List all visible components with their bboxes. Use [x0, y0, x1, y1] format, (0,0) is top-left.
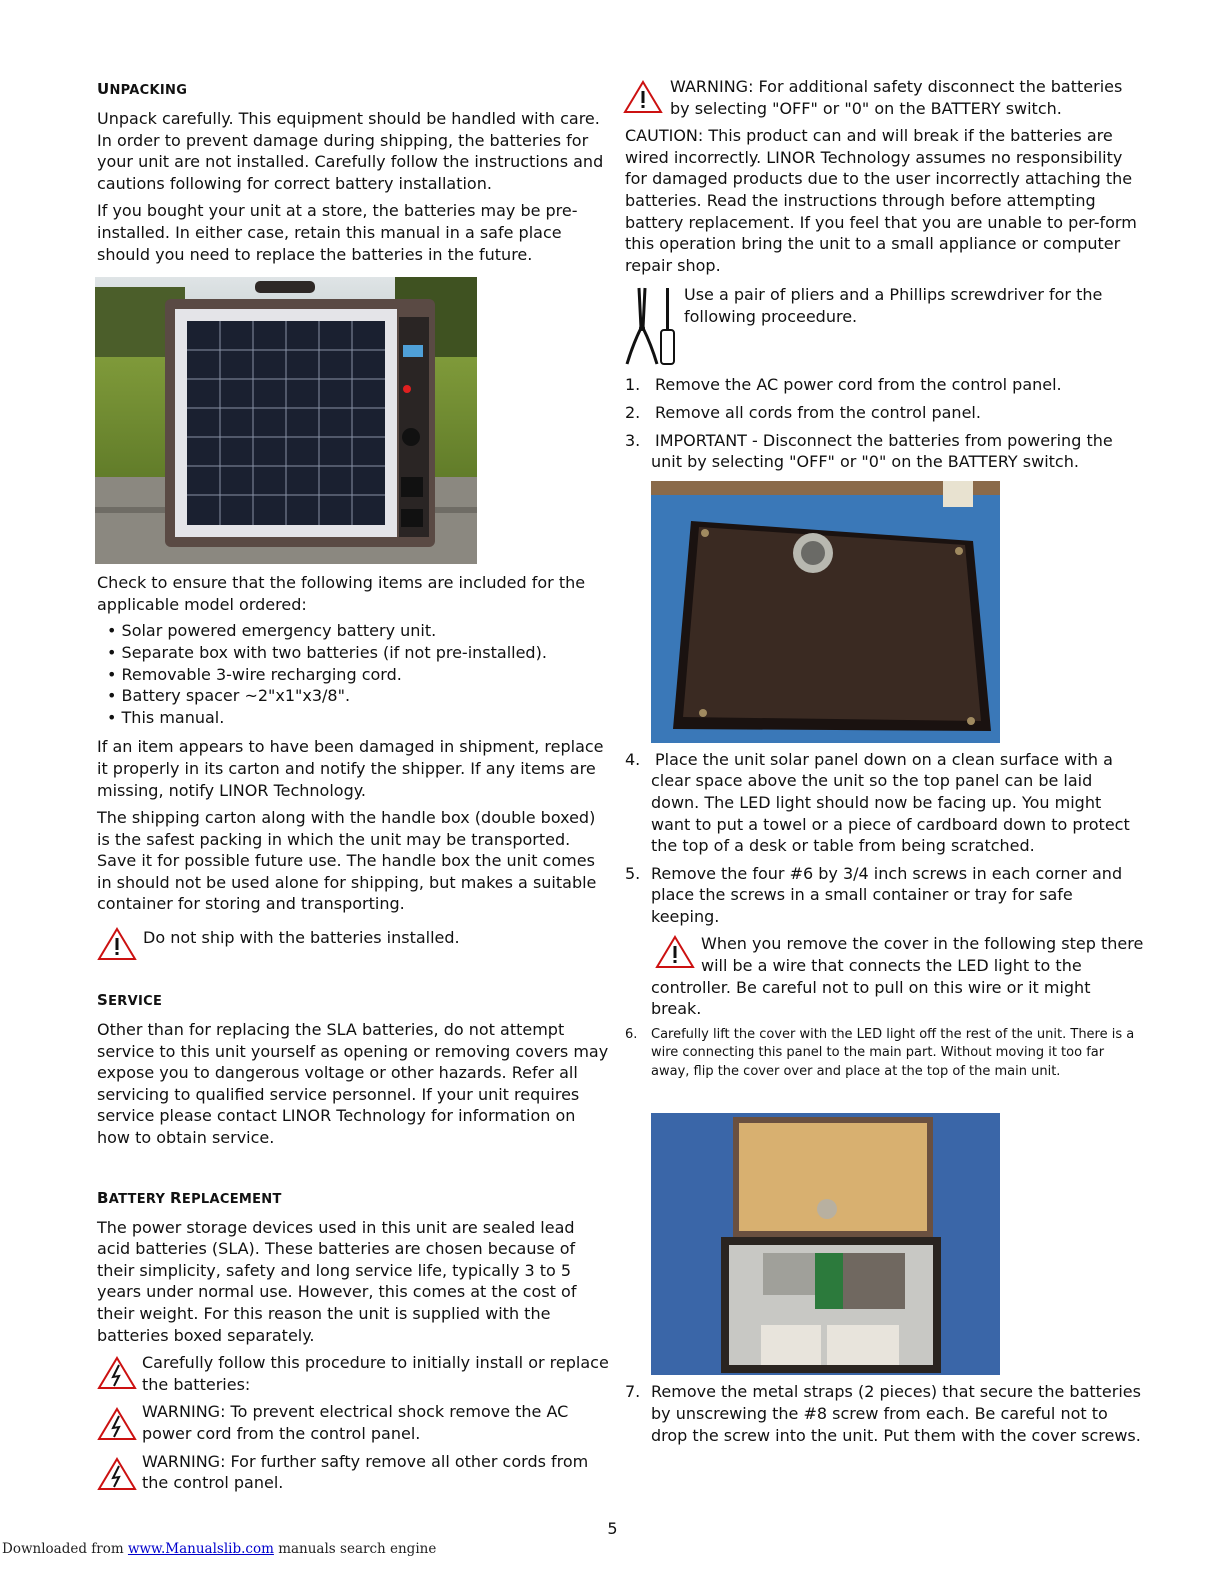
- electrical-hazard-icon: [97, 1407, 137, 1441]
- list-item: • Removable 3-wire recharging cord.: [107, 664, 612, 686]
- no-ship-warning: [97, 927, 612, 961]
- battery-replacement-heading: BATTERY REPLACEMENT: [97, 1188, 282, 1207]
- check-intro: Check to ensure that the following items are included for the applicable model ordered:: [97, 573, 586, 614]
- tools-note: [625, 284, 1145, 368]
- shock-warning: [97, 1401, 612, 1444]
- manualslib-link[interactable]: www.Manualslib.com: [127, 1541, 274, 1557]
- wire-warning-text: When you remove the cover in the following step there will be a wire that connects the LED light to the controller. Be careful not to pull on this wire or it might break.: [651, 934, 1144, 1019]
- step-4: 4. Place the unit solar panel down on a clean surface with a clear space above the unit so the top panel can be laid down. The LED light should now be facing up. You might want to put a towel or a piece of cardboard down to protect the top of a desk or table from being scratched.: [625, 749, 1130, 856]
- cords-warning-text: WARNING: For further safty remove all other cords from the control panel.: [142, 1451, 589, 1493]
- warning-triangle-icon: [623, 80, 663, 114]
- list-item: • Separate box with two batteries (if not pre-installed).: [107, 642, 612, 664]
- step-6: 6. Carefully lift the cover with the LED light off the rest of the unit. There is a wire connecting this panel to the main part. Without moving it too far away, flip the cover over and place at the top of the main unit.: [625, 1026, 1145, 1376]
- step-3: 3. IMPORTANT - Disconnect the batteries from powering the unit by selecting "OFF" or "0" on the BATTERY switch.: [625, 430, 1145, 743]
- unpacking-heading: UNPACKING: [97, 80, 188, 98]
- list-item: • This manual.: [107, 707, 612, 729]
- service-paragraph: Other than for replacing the SLA batteries, do not attempt service to this unit yourself as opening or removing covers may expose you to dangerous voltage or other hazards. Refer all servicing to qualified service personnel. If your unit requires service please contact LINOR Technology for information on how to obtain service.: [97, 1020, 609, 1148]
- no-ship-warning-text: Do not ship with the batteries installed.: [143, 928, 460, 948]
- shock-warning-text: WARNING: To prevent electrical shock remove the AC power cord from the control panel.: [142, 1402, 569, 1443]
- wire-warning: [651, 933, 1145, 1019]
- list-item: • Solar powered emergency battery unit.: [107, 620, 612, 642]
- unpacking-paragraph-2: If you bought your unit at a store, the batteries may be pre-installed. In either case, retain this manual in a safe place should you need to replace the batteries in the future.: [97, 201, 578, 264]
- list-item: • Battery spacer ~2"x1"x3/8".: [107, 685, 612, 707]
- solar-unit-photo: [95, 277, 477, 564]
- step-5: 5. Remove the four #6 by 3/4 inch screws in each corner and place the screws in a small container or tray for safe keeping. When you remove the cover in the following step there will be a wire that connects the LED light to the controller. Be careful not to pull on this wire or it might break.: [625, 863, 1144, 1019]
- unit-underside-photo: [651, 481, 1000, 743]
- step-2: 2. Remove all cords from the control panel.: [625, 402, 981, 422]
- warning-triangle-icon: [97, 927, 137, 961]
- battery-switch-warning: [625, 76, 1145, 119]
- opened-unit-photo: [651, 1113, 1000, 1375]
- procedure-steps: [625, 374, 1145, 1446]
- damage-paragraph: If an item appears to have been damaged in shipment, replace it properly in its carton and notify the shipper. If any items are missing, notify LINOR Technology.: [97, 737, 604, 800]
- procedure-caution-text: Carefully follow this procedure to initially install or replace the batteries:: [142, 1353, 609, 1394]
- electrical-hazard-icon: [97, 1356, 137, 1390]
- service-heading: SERVICE: [97, 991, 163, 1010]
- battery-switch-warning-text: WARNING: For additional safety disconnect the batteries by selecting "OFF" or "0" on the BATTERY switch.: [670, 77, 1123, 118]
- tools-note-text: Use a pair of pliers and a Phillips screwdriver for the following proceedure.: [684, 285, 1103, 326]
- footer-suffix: manuals search engine: [273, 1541, 437, 1557]
- cords-warning: [97, 1451, 612, 1494]
- shipping-carton-paragraph: The shipping carton along with the handle box (double boxed) is the safest packing in which the unit may be transported. Save it for possible future use. The handle box the unit comes in should not be used alone for shipping, but makes a suitable container for storing and transporting.: [97, 808, 597, 914]
- step-1: 1. Remove the AC power cord from the control panel.: [625, 375, 1062, 395]
- warning-triangle-icon: [655, 935, 695, 969]
- unpacking-paragraph-1: Unpack carefully. This equipment should be handled with care. In order to prevent damage during shipping, the batteries for your unit are not installed. Carefully follow the instructions and cautions following for correct battery installation.: [97, 109, 604, 193]
- page-number: 5: [607, 1519, 618, 1538]
- electrical-hazard-icon: [97, 1457, 137, 1491]
- pliers-screwdriver-icon: [621, 284, 677, 368]
- download-footer: [2, 1541, 436, 1557]
- battery-paragraph: The power storage devices used in this unit are sealed lead acid batteries (SLA). These batteries are chosen because of their simplicity, safety and long service life, typically 3 to 5 years under normal use. However, this comes at the cost of their weight. For this reason the unit is supplied with the batteries boxed separately.: [97, 1217, 577, 1345]
- caution-paragraph: CAUTION: This product can and will break if the batteries are wired incorrectly. LINOR Technology assumes no responsibility for damaged products due to the user incorrectly attaching the batteries. Read the instructions through before attempting battery replacement. If you feel that you are unable to per-form this operation bring the unit to a small appliance or computer repair shop.: [625, 126, 1137, 275]
- left-column: [97, 76, 612, 1494]
- step-7: 7. Remove the metal straps (2 pieces) that secure the batteries by unscrewing the #8 screw from each. Be careful not to drop the screw into the unit. Put them with the cover screws.: [625, 1382, 1141, 1445]
- right-column: [625, 76, 1145, 1452]
- included-items-list: [107, 620, 612, 728]
- procedure-caution: [97, 1352, 612, 1395]
- footer-prefix: Downloaded from: [2, 1541, 128, 1557]
